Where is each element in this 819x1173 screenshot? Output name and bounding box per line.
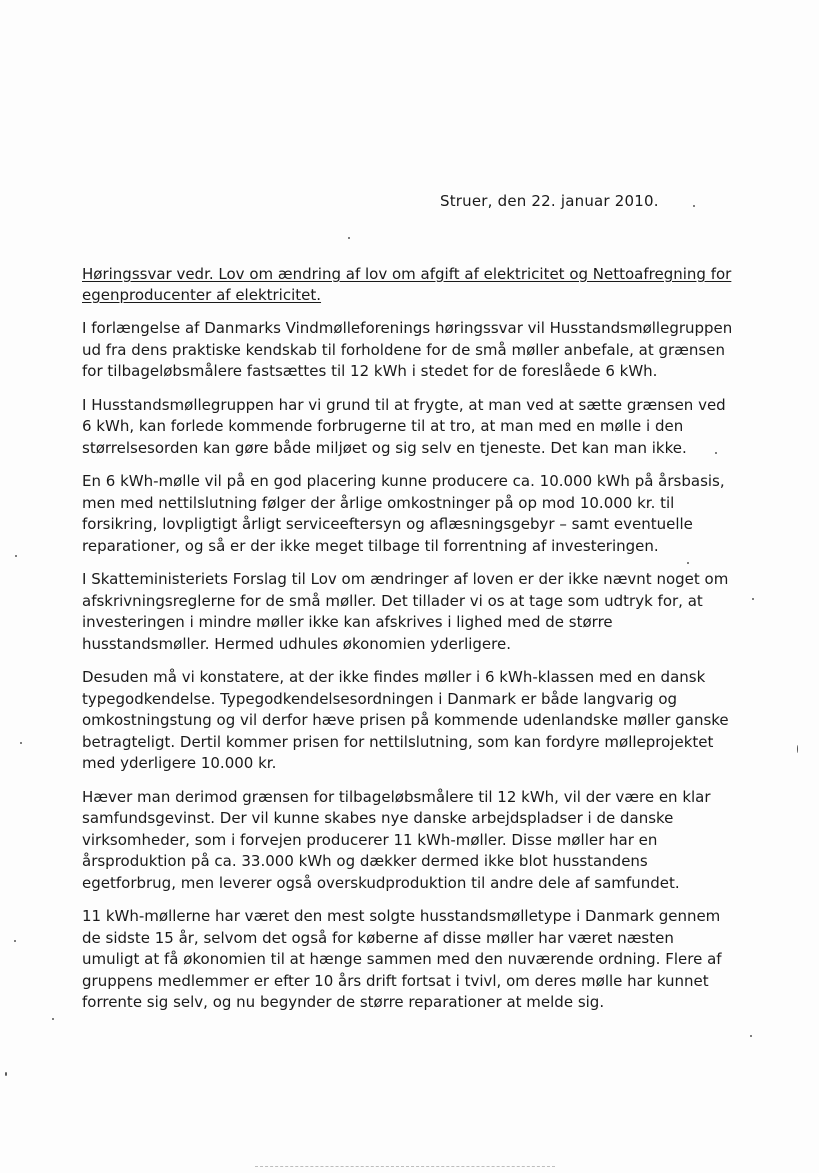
- scan-speck: [348, 237, 350, 239]
- text-line: ud fra dens praktiske kendskab til forholdene for de små møller anbefale, at grænsen: [82, 340, 725, 359]
- text-line: Desuden må vi konstatere, at der ikke findes møller i 6 kWh-klassen med en dansk: [82, 668, 706, 686]
- bottom-scan-edge: [255, 1166, 555, 1168]
- text-line: I Skatteministeriets Forslag til Lov om ændringer af loven er der ikke nævnt noget om: [82, 570, 729, 588]
- text-line: umuligt at få økonomien til at hænge sammen med den nuværende ordning. Flere af: [82, 950, 722, 968]
- text-line: reparationer, og så er der ikke meget tilbage til forrentning af investeringen.: [82, 536, 659, 555]
- paragraph-3: [82, 471, 754, 557]
- scan-speck: [752, 598, 754, 600]
- text-line: Hæver man derimod grænsen for tilbageløbsmålere til 12 kWh, vil der være en klar: [82, 787, 711, 806]
- text-line: betragteligt. Dertil kommer prisen for nettilslutning, som kan fordyre mølleprojektet: [82, 732, 714, 751]
- scan-speck: [15, 555, 17, 557]
- text-line: de sidste 15 år, selvom det også for køberne af disse møller har været næsten: [82, 928, 674, 947]
- heading-line: egenproducenter af elektricitet.: [82, 286, 322, 304]
- paragraph-4: [82, 569, 754, 655]
- text-line: årsproduktion på ca. 33.000 kWh og dækker dermed ikke blot husstandens: [82, 852, 648, 870]
- text-line: investeringen i mindre møller ikke kan afskrives i lighed med de større: [82, 613, 613, 631]
- document-heading: [82, 264, 752, 306]
- text-line: størrelsesorden kan gøre både miljøet og sig selv en tjeneste. Det kan man ikke.: [82, 438, 687, 457]
- text-line: forrente sig selv, og nu begynder de større reparationer at melde sig.: [82, 993, 605, 1011]
- paragraph-6: [82, 787, 754, 895]
- text-line: En 6 kWh-mølle vil på en god placering kunne producere ca. 10.000 kWh på årsbasis,: [82, 472, 725, 490]
- text-line: husstandsmøller. Hermed udhules økonomien yderligere.: [82, 634, 511, 653]
- heading-line: Høringssvar vedr. Lov om ændring af lov om afgift af elektricitet og Nettoafregning for: [82, 265, 732, 283]
- scan-speck: [687, 562, 689, 564]
- text-line: I Husstandsmøllegruppen har vi grund til at frygte, at man ved at sætte grænsen ved: [82, 395, 726, 414]
- text-line: gruppens medlemmer er efter 10 års drift fortsat i tvivl, om deres mølle har kunnet: [82, 971, 709, 990]
- paragraph-5: [82, 667, 754, 775]
- text-line: men med nettilslutning følger der årlige omkostninger på op mod 10.000 kr. til: [82, 493, 675, 512]
- scan-speck: [5, 1072, 7, 1076]
- scan-speck: [750, 1035, 752, 1037]
- scan-speck: [20, 742, 22, 744]
- text-line: egetforbrug, men leverer også overskudproduktion til andre dele af samfundet.: [82, 873, 680, 892]
- document-body: [82, 318, 754, 1026]
- text-line: afskrivningsreglerne for de små møller. Det tillader vi os at tage som udtryk for, at: [82, 591, 703, 610]
- paragraph-2: [82, 395, 754, 460]
- text-line: samfundsgevinst. Der vil kunne skabes nye danske arbejdspladser i de danske: [82, 809, 674, 827]
- scan-speck: [14, 940, 16, 942]
- text-line: virksomheder, som i forvejen producerer 11 kWh-møller. Disse møller har en: [82, 830, 658, 849]
- text-line: omkostningstung og vil derfor hæve prisen på kommende udenlandske møller ganske: [82, 711, 729, 729]
- text-line: 6 kWh, kan forlede kommende forbrugerne til at tro, at man med en mølle i den: [82, 417, 684, 435]
- text-line: typegodkendelse. Typegodkendelsesordningen i Danmark er både langvarig og: [82, 689, 678, 708]
- text-line: med yderligere 10.000 kr.: [82, 754, 277, 772]
- text-line: 11 kWh-møllerne har været den mest solgte husstandsmølletype i Danmark gennem: [82, 907, 721, 925]
- scan-speck: [715, 452, 717, 454]
- text-line: forsikring, lovpligtigt årligt serviceeftersyn og aflæsningsgebyr – samt eventuelle: [82, 515, 693, 533]
- paragraph-1: [82, 318, 754, 383]
- text-line: I forlængelse af Danmarks Vindmølleforenings høringssvar vil Husstandsmøllegruppen: [82, 319, 733, 337]
- date-line: Struer, den 22. januar 2010.: [440, 192, 659, 210]
- text-line: for tilbageløbsmålere fastsættes til 12 kWh i stedet for de foreslåede 6 kWh.: [82, 362, 658, 380]
- scan-speck: [693, 205, 695, 207]
- scan-speck: [797, 745, 798, 753]
- scan-speck: [52, 1018, 54, 1020]
- paragraph-7: [82, 906, 754, 1014]
